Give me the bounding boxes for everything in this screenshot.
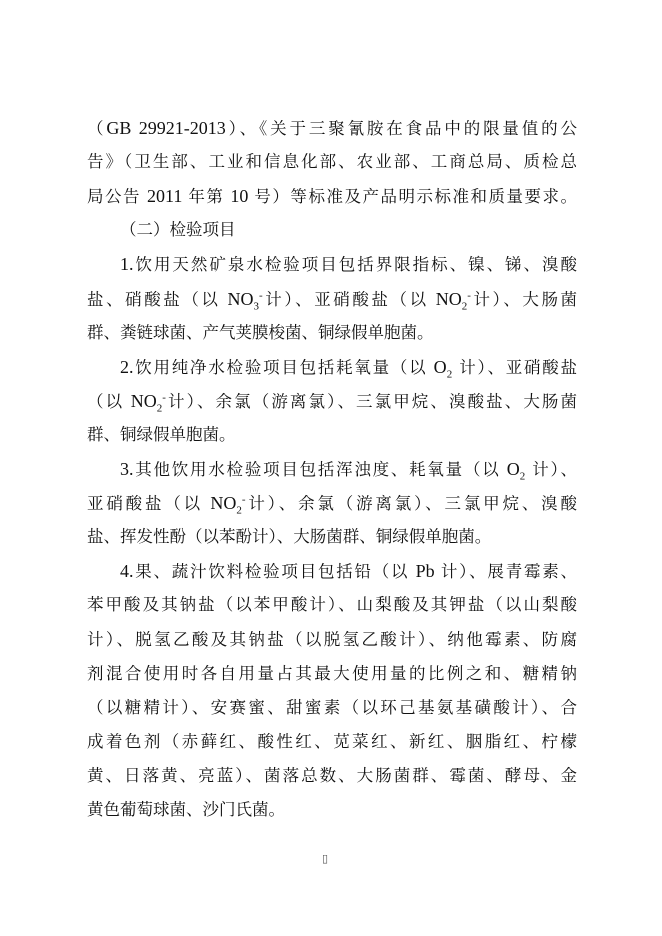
subscript: 2 [519,470,526,483]
subscript: 2 [156,402,163,415]
text-segment: 亚硝酸盐（以 [87,494,203,514]
text-line [87,593,577,617]
text-segment: O [427,356,447,377]
text-segment: 号）等标准及产品明示标准和质量要求。 [254,187,578,207]
text-segment: NO [220,288,254,309]
text-line [120,457,577,481]
text-segment: 饮用天然矿泉水检验项目包括界限指标、镍、锑、溴酸 [133,255,577,275]
text-segment: 4. [120,561,134,582]
text-segment: 苯甲酸及其钠盐（以苯甲酸计）、山梨酸及其钾盐（以山梨酸 [87,595,577,615]
superscript: - [241,493,246,506]
text-line [120,252,577,276]
text-line [87,628,577,652]
text-line [87,287,577,311]
text-segment: 其他饮用水检验项目包括浑浊度、耗氧量（以 [133,460,501,479]
text-segment: Pb [409,561,441,582]
text-line [87,321,577,345]
text-segment: 局公告 [87,187,142,207]
text-line [87,798,577,822]
text-segment: （以糖精计）、安赛蜜、甜蜜素（以环己基氨基磺酸计）、合 [87,697,577,717]
text-segment: （ [87,119,107,138]
superscript: - [162,391,166,404]
text-line [87,730,577,754]
text-segment: 群、粪链球菌、产气荚膜梭菌、铜绿假单胞菌。 [87,322,434,342]
text-line [87,150,577,174]
text-segment: NO [203,493,237,514]
text-line [87,389,577,413]
text-segment: 计）、亚硝酸盐（以 [262,289,429,309]
text-line [120,218,577,242]
text-segment: 年第 [188,187,225,207]
subscript: 2 [236,504,242,517]
text-segment: 2. [120,356,134,377]
text-segment: NO [124,390,157,411]
text-line [87,662,577,686]
text-segment: 群、铜绿假单胞菌。 [87,424,236,444]
superscript: - [259,289,263,301]
text-line [87,184,577,208]
page-number: ▯ [322,852,329,865]
text-segment: O [500,459,520,479]
text-segment: 黄色葡萄球菌、沙门氏菌。 [87,800,285,819]
text-segment: 计）、余氯（游离氯）、三氯甲烷、溴酸盐、大肠菌 [165,391,578,411]
text-segment: 告》（卫生部、工业和信息化部、农业部、工商总局、质检总 [87,152,577,172]
text-line [87,696,577,720]
text-line [87,116,577,140]
text-segment: 计）、余氯（游离氯）、三氯甲烷、溴酸 [245,494,578,514]
text-segment: NO [428,288,462,309]
text-segment: （二）检验项目 [120,220,236,240]
text-segment: （以 [87,391,125,411]
text-line [87,525,577,549]
text-line [87,764,577,788]
text-line [87,491,577,515]
text-segment: 饮用纯净水检验项目包括耗氧量（以 [133,357,428,377]
text-segment: 盐、硝酸盐（以 [87,289,221,309]
text-line [120,559,577,583]
text-segment: 计）、展青霉素、 [440,562,578,582]
text-segment: 2011 [141,186,189,207]
text-line [120,355,577,379]
text-segment: 计）、脱氢乙酸及其钠盐（以脱氢乙酸计）、纳他霉素、防腐 [87,629,577,649]
text-segment: 果、蔬汁饮料检验项目包括铅（以 [133,562,410,582]
text-segment: 计）、 [525,460,578,479]
text-segment: 盐、挥发性酚（以苯酚计）、大肠菌群、铜绿假单胞菌。 [87,527,492,547]
text-segment: 1. [120,254,134,275]
text-segment: 成着色剂（赤藓红、酸性红、苋菜红、新红、胭脂红、柠檬 [87,731,577,751]
text-segment: ）、《关于三聚氰胺在食品中的限量值的公 [225,119,578,138]
text-segment: 剂混合使用时各自用量占其最大使用量的比例之和、糖精钠 [87,663,577,683]
text-segment: 3. [120,459,134,479]
subscript: 3 [253,299,260,312]
text-segment: GB 29921-2013 [106,118,226,138]
text-segment: 黄、日落黄、亮蓝）、菌落总数、大肠菌群、霉菌、酵母、金 [87,765,577,785]
subscript: 2 [446,367,453,380]
text-segment: 计）、亚硝酸盐 [452,357,578,377]
text-line [87,423,577,447]
subscript: 2 [461,299,468,312]
superscript: - [467,289,471,301]
text-segment: 计）、大肠菌 [470,289,578,309]
text-segment: 10 [224,186,255,207]
